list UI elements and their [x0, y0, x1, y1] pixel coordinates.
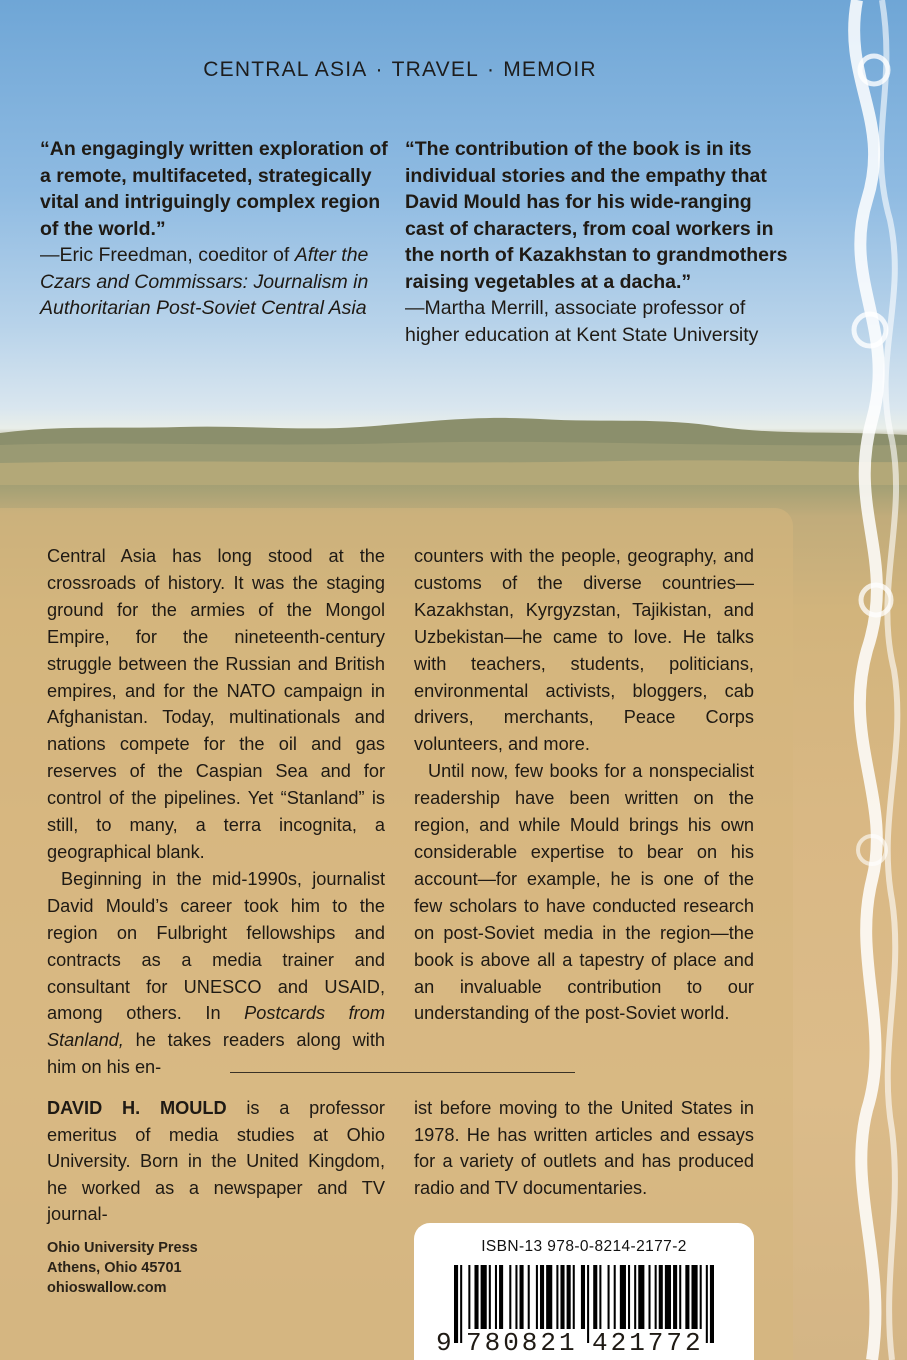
- barcode-bar: [546, 1265, 552, 1329]
- barcode-bar: [628, 1265, 630, 1329]
- text-run: he takes readers along with him on his en-: [47, 1030, 385, 1078]
- description-paragraph: Central Asia has long stood at the crossroads of history. It was the staging ground for the armies of the Mongol Empire, for the nineteenth-century struggle between the Russian and British empires, and for the NATO campaign in Afghanistan. Today, multinationals and nations compete for the oil and gas reserves of the Caspian Sea and for control of the pipelines. Yet “Stanland” is still, to many, a terra incognita, a geographical blank.: [47, 546, 385, 862]
- barcode-bar: [556, 1265, 558, 1329]
- barcode-box: [414, 1223, 754, 1360]
- description-column-2: [414, 543, 754, 1027]
- barcode-digit-lead: 9: [436, 1328, 452, 1358]
- barcode-bar: [536, 1265, 538, 1329]
- barcode-bar: [665, 1265, 671, 1329]
- tag-separator: ·: [486, 58, 496, 81]
- tag-travel: TRAVEL: [391, 58, 479, 81]
- barcode-bar: [700, 1265, 702, 1329]
- divider: [230, 1072, 575, 1073]
- barcode-bar: [599, 1265, 601, 1329]
- barcode-bar: [573, 1265, 575, 1329]
- barcode-bar: [593, 1265, 597, 1329]
- barcode-bar: [634, 1265, 636, 1329]
- description-paragraph: [47, 866, 385, 1081]
- barcode-bar: [489, 1265, 491, 1329]
- barcode-bar: [691, 1265, 697, 1329]
- barcode-bar: [509, 1265, 511, 1329]
- blurb-text: “An engagingly written exploration of a remote, multifaceted, strategically vital and intriguingly complex region of the world.”: [40, 138, 388, 240]
- description-paragraph: counters with the people, geography, and customs of the diverse countries—Kazakhstan, Kyrgyzstan, Tajikistan, and Uzbekistan—he came to love. He talks with teachers, students, politicians, environmental activists, bloggers, cab drivers, merchants, Peace Corps volunteers, and more.: [414, 546, 754, 755]
- book-title: Postcards from Stanland,: [47, 1003, 386, 1051]
- barcode-digits: [414, 1326, 754, 1356]
- barcode-bar: [659, 1265, 663, 1329]
- author-bio-column-2: ist before moving to the United States in 1978. He has written articles and essays for a variety of outlets and has produced radio and TV documentaries.: [414, 1098, 754, 1198]
- attribution-book-title: After the Czars and Commissars: Journalism in Authoritarian Post-Soviet Central Asia: [40, 244, 369, 319]
- barcode-bar: [567, 1265, 571, 1329]
- author-bio-column-1: [47, 1095, 385, 1228]
- blurb-merrill: [405, 136, 790, 348]
- tag-memoir: MEMOIR: [503, 58, 597, 81]
- barcode-bar: [638, 1265, 644, 1329]
- barcode-bar: [528, 1265, 530, 1329]
- barcode-bar: [495, 1265, 497, 1329]
- barcode-bar: [581, 1265, 585, 1329]
- barcode-bar: [679, 1265, 681, 1329]
- author-name: DAVID H. MOULD: [47, 1098, 227, 1118]
- genre-tags: [0, 58, 800, 82]
- blurb-attribution: —Martha Merrill, associate professor of higher education at Kent State University: [405, 297, 759, 346]
- attribution-name: —Eric Freedman, coeditor of: [40, 244, 295, 266]
- barcode-bar: [648, 1265, 650, 1329]
- barcode-digits-right: 421772: [592, 1328, 704, 1358]
- barcode-bar: [468, 1265, 470, 1329]
- barcode-bar: [474, 1265, 478, 1329]
- publisher-city: Athens, Ohio 45701: [47, 1260, 182, 1276]
- publisher-website: ohioswallow.com: [47, 1280, 167, 1296]
- barcode-bar: [608, 1265, 610, 1329]
- description-paragraph: Until now, few books for a nonspecialist readership have been written on the region, and while Mould brings his own considerable expertise to bear on his account—for example, he is one of the few scholars to have conducted research on post-Soviet media in the region—the book is above all a tapestry of place and an invaluable contribution to our understanding of the post-Soviet world.: [414, 761, 754, 1024]
- description-column-1: [47, 543, 385, 1081]
- blurb-attribution: [40, 242, 390, 322]
- barcode-bar: [685, 1265, 689, 1329]
- barcode-bar: [560, 1265, 564, 1329]
- steppe-hills: [0, 405, 907, 485]
- decorative-ornament: [812, 0, 907, 1360]
- barcode-bar: [673, 1265, 677, 1329]
- barcode-bar: [499, 1265, 503, 1329]
- barcode-bar: [520, 1265, 524, 1329]
- publisher-block: [47, 1238, 198, 1298]
- text-run: Beginning in the mid-1990s, journalist David Mould’s career took him to the region on Fulbright fellowships and contracts as a media trainer and consultant for UNESCO and USAID, among others. In: [47, 868, 385, 1024]
- barcode-bar: [620, 1265, 626, 1329]
- blurb-text: “The contribution of the book is in its individual stories and the empathy that David Mould has for his wide-ranging cast of characters, from coal workers in the north of Kazakhstan to grandmothers raising vegetables at a dacha.”: [405, 138, 788, 293]
- tag-separator: ·: [375, 58, 384, 81]
- publisher-name: Ohio University Press: [47, 1240, 198, 1256]
- tag-central-asia: CENTRAL ASIA: [203, 58, 368, 81]
- barcode-bar: [655, 1265, 657, 1329]
- barcode-bar: [614, 1265, 616, 1329]
- barcode-bar: [515, 1265, 517, 1329]
- barcode-bar: [481, 1265, 487, 1329]
- isbn-label: ISBN-13 978-0-8214-2177-2: [481, 1238, 687, 1255]
- bio-text: is a professor emeritus of media studies at Ohio University. Born in the United Kingdom, he worked as a newspaper and TV journal-: [47, 1098, 385, 1224]
- blurb-freedman: [40, 136, 390, 322]
- barcode-digits-left: 780821: [466, 1328, 578, 1358]
- barcode-bar: [540, 1265, 544, 1329]
